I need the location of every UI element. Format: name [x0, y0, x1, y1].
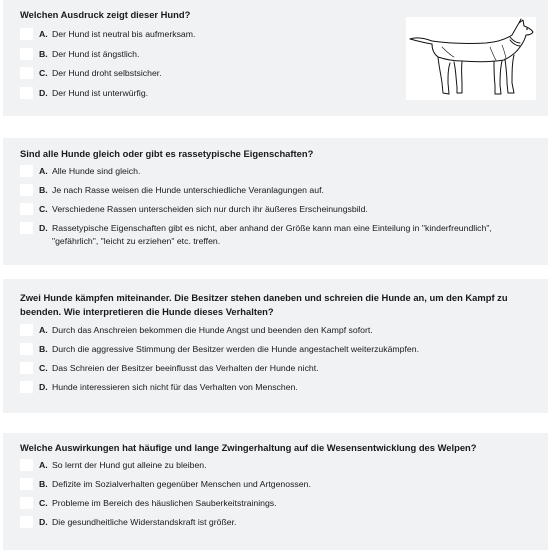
answer-checkbox[interactable] — [20, 222, 33, 234]
option-text: Die gesundheitliche Widerstandskraft ist größer. — [52, 517, 237, 527]
question-title: Welchen Ausdruck zeigt dieser Hund? — [20, 9, 191, 20]
option-text: Probleme im Bereich des häuslichen Sauberkeitstrainings. — [52, 498, 277, 508]
answer-option-b[interactable] — [20, 478, 311, 491]
option-letter: A. — [39, 166, 48, 176]
question-title: Zwei Hunde kämpfen miteinander. Die Besitzer stehen daneben und schreien die Hunde an, um den Kampf zu beenden. Wie interpretieren die Hunde dieses Verhalten? — [20, 292, 508, 317]
question-card-3 — [3, 279, 548, 413]
answer-option-a[interactable] — [20, 324, 373, 337]
option-letter: B. — [39, 185, 48, 195]
answer-checkbox[interactable] — [20, 87, 33, 99]
option-letter: C. — [39, 498, 48, 508]
answer-option-c[interactable] — [20, 67, 162, 80]
answer-checkbox[interactable] — [20, 459, 33, 471]
option-letter: B. — [39, 49, 48, 59]
option-text: Durch das Anschreien bekommen die Hunde Angst und beenden den Kampf sofort. — [52, 325, 373, 335]
option-letter: D. — [39, 382, 48, 392]
answer-option-a[interactable] — [20, 459, 207, 472]
answer-option-d[interactable] — [20, 222, 530, 248]
option-letter: B. — [39, 344, 48, 354]
answer-checkbox[interactable] — [20, 381, 33, 393]
answer-option-b[interactable] — [20, 343, 419, 356]
option-letter: D. — [39, 223, 48, 233]
option-letter: C. — [39, 363, 48, 373]
answer-option-a[interactable] — [20, 28, 195, 41]
option-letter: C. — [39, 204, 48, 214]
option-text: Der Hund droht selbstsicher. — [52, 68, 162, 78]
answer-checkbox[interactable] — [20, 324, 33, 336]
option-text: Der Hund ist unterwürfig. — [52, 88, 149, 98]
option-text: Alle Hunde sind gleich. — [52, 166, 141, 176]
answer-option-d[interactable] — [20, 381, 298, 394]
option-text: Das Schreien der Besitzer beeinflusst das Verhalten der Hunde nicht. — [52, 363, 319, 373]
answer-checkbox[interactable] — [20, 497, 33, 509]
option-letter: B. — [39, 479, 48, 489]
answer-option-d[interactable] — [20, 87, 148, 100]
answer-option-d[interactable] — [20, 516, 236, 529]
answer-option-c[interactable] — [20, 497, 277, 510]
answer-checkbox[interactable] — [20, 184, 33, 196]
option-text: Rassetypische Eigenschaften gibt es nicht, aber anhand der Größe kann man eine Einteilung in "kinderfreundlich", "gefährlich", "leicht zu erziehen" etc. treffen. — [52, 223, 492, 246]
option-letter: A. — [39, 460, 48, 470]
answer-checkbox[interactable] — [20, 28, 33, 40]
answer-option-c[interactable] — [20, 203, 368, 216]
dog-illustration — [406, 17, 536, 100]
answer-checkbox[interactable] — [20, 516, 33, 528]
answer-checkbox[interactable] — [20, 478, 33, 490]
option-text: Der Hund ist ängstlich. — [52, 49, 140, 59]
answer-checkbox[interactable] — [20, 48, 33, 60]
answer-checkbox[interactable] — [20, 343, 33, 355]
option-text: Der Hund ist neutral bis aufmerksam. — [52, 29, 196, 39]
option-text: Durch die aggressive Stimmung der Besitzer werden die Hunde angestachelt weiterzukämpfen. — [52, 344, 419, 354]
option-text: Je nach Rasse weisen die Hunde unterschiedliche Veranlagungen auf. — [52, 185, 324, 195]
option-letter: C. — [39, 68, 48, 78]
option-text: Defizite im Sozialverhalten gegenüber Menschen und Artgenossen. — [52, 479, 311, 489]
question-title: Sind alle Hunde gleich oder gibt es rassetypische Eigenschaften? — [20, 148, 314, 159]
answer-option-a[interactable] — [20, 165, 140, 178]
answer-checkbox[interactable] — [20, 165, 33, 177]
option-text: So lernt der Hund gut alleine zu bleiben. — [52, 460, 207, 470]
option-letter: D. — [39, 88, 48, 98]
question-title: Welche Auswirkungen hat häufige und lange Zwingerhaltung auf die Wesensentwicklung des Welpen? — [20, 442, 477, 453]
answer-checkbox[interactable] — [20, 203, 33, 215]
question-card-2 — [3, 138, 548, 265]
option-letter: D. — [39, 517, 48, 527]
question-card-1 — [3, 0, 548, 116]
option-letter: A. — [39, 325, 48, 335]
answer-option-b[interactable] — [20, 184, 324, 197]
option-text: Hunde interessieren sich nicht für das Verhalten von Menschen. — [52, 382, 298, 392]
option-text: Verschiedene Rassen unterscheiden sich nur durch ihr äußeres Erscheinungsbild. — [52, 204, 368, 214]
answer-option-b[interactable] — [20, 48, 139, 61]
dog-icon — [406, 17, 536, 100]
answer-checkbox[interactable] — [20, 362, 33, 374]
option-letter: A. — [39, 29, 48, 39]
answer-checkbox[interactable] — [20, 67, 33, 79]
answer-option-c[interactable] — [20, 362, 319, 375]
question-card-4 — [3, 433, 548, 550]
